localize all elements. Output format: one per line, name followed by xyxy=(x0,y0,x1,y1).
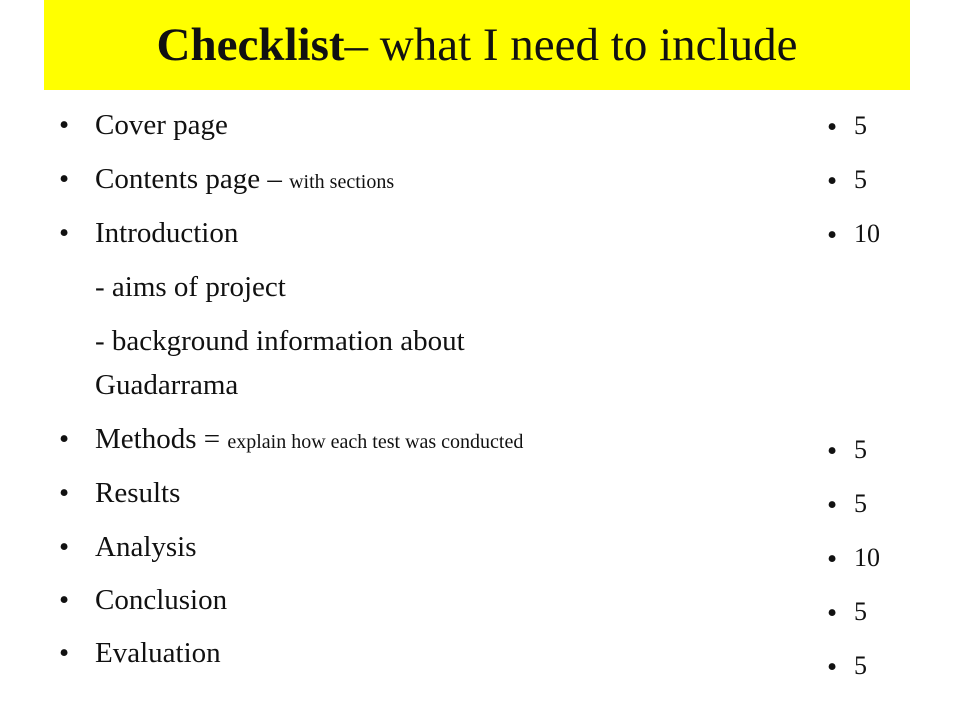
item-text: - aims of project xyxy=(95,271,286,303)
score-value: • 5 xyxy=(854,596,867,627)
item-text: Introduction xyxy=(95,217,239,249)
score-value: • 5 xyxy=(854,110,867,141)
list-subitem-continuation xyxy=(95,368,238,403)
item-text: - background information about xyxy=(95,325,465,357)
item-text: Cover page xyxy=(95,109,228,141)
item-text: Guadarrama xyxy=(95,369,239,401)
item-text: Evaluation xyxy=(95,637,221,669)
item-text: Results xyxy=(95,477,181,509)
list-item xyxy=(95,162,394,197)
list-item xyxy=(95,216,238,251)
score-value: • 5 xyxy=(854,164,867,195)
item-text: Conclusion xyxy=(95,584,228,616)
score-value: • 5 xyxy=(854,650,867,681)
item-note: with sections xyxy=(289,171,395,193)
list-item xyxy=(95,530,197,565)
item-text: Contents page – xyxy=(95,163,290,195)
list-subitem xyxy=(95,324,465,359)
item-text: Methods = xyxy=(95,423,228,455)
list-item xyxy=(95,583,227,618)
item-note: explain how each test was conducted xyxy=(227,431,524,453)
list-item xyxy=(95,422,523,457)
list-subitem xyxy=(95,270,286,305)
score-value: • 5 xyxy=(854,434,867,465)
item-text: Analysis xyxy=(95,531,197,563)
score-value: • 10 xyxy=(854,542,880,573)
title-bold: Checklist xyxy=(156,19,345,71)
score-value: • 5 xyxy=(854,488,867,519)
list-item xyxy=(95,108,228,143)
title-rest: – what I need to include xyxy=(344,19,798,71)
list-item xyxy=(95,636,221,671)
list-item xyxy=(95,476,180,511)
score-value: • 10 xyxy=(854,218,880,249)
